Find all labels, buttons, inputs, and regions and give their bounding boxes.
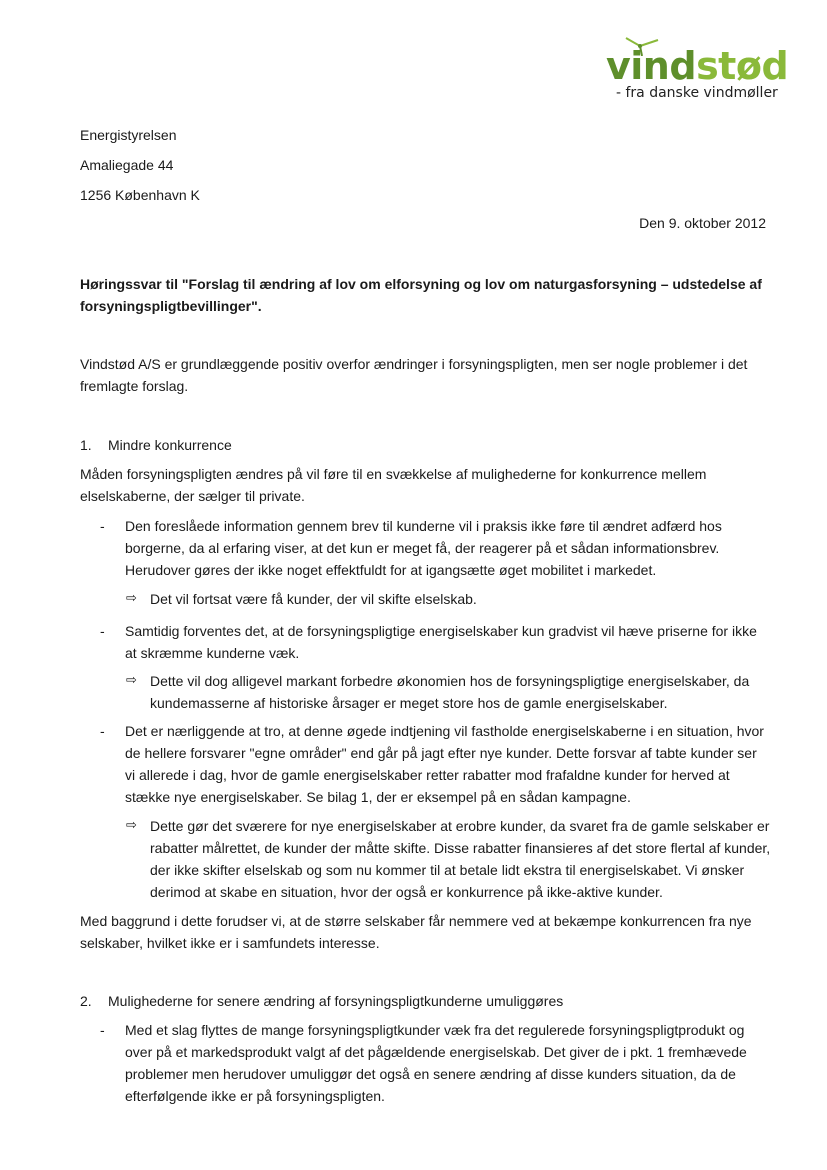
section-2-heading — [80, 990, 563, 1012]
section-1-arrow-1 — [126, 588, 771, 610]
arrow-right-icon: ⇨ — [126, 673, 137, 688]
section-1-lead: Måden forsyningspligten ændres på vil føre til en svækkelse af mulighederne for konkurrence mellem elselskaberne, der sælger til private. — [80, 466, 707, 504]
section-2-bullet-1 — [100, 1019, 770, 1107]
bullet-text: Den foreslåede information gennem brev til kunderne vil i praksis ikke føre til ændret adfærd hos borgerne, da al erfaring viser, at det kun er meget få, der reagerer på et sådan informationsbrev. Herudover gøres der ikke noget effektfuldt for at igangsætte øget mobilitet i markedet. — [125, 518, 722, 578]
section-1-heading — [80, 434, 232, 456]
section-1-title: Mindre konkurrence — [108, 437, 232, 453]
bullet-text: Samtidig forventes det, at de forsyningspligtige energiselskaber kun gradvist vil hæve priserne for ikke at skræmme kunderne væk. — [125, 623, 757, 661]
letter-date: Den 9. oktober 2012 — [639, 215, 766, 231]
bullet-dash: - — [100, 723, 105, 739]
section-2-number: 2. — [80, 993, 92, 1009]
intro-paragraph: Vindstød A/S er grundlæggende positiv overfor ændringer i forsyningspligten, men ser nogle problemer i det fremlagte forslag. — [80, 356, 748, 394]
section-1-bullet-2 — [100, 620, 770, 664]
vindstod-logo — [600, 36, 790, 106]
section-1-arrow-3 — [126, 815, 771, 903]
arrow-text: Dette vil dog alligevel markant forbedre økonomien hos de forsyningspligtige energiselskaber, da kundemasserne af historiske årsager er meget store hos de gamle energiselskaber. — [150, 673, 750, 711]
logo-tagline: - fra danske vindmøller — [616, 85, 778, 101]
recipient-city: 1256 København K — [80, 187, 200, 203]
arrow-right-icon: ⇨ — [126, 591, 137, 606]
bullet-dash: - — [100, 1022, 105, 1038]
bullet-text: Med et slag flyttes de mange forsyningspligtkunder væk fra det regulerede forsyningspligtprodukt og over på et markedsprodukt valgt af det pågældende energiselskab. Det giver de i pkt. 1 fremhævede problemer men herudover umuliggør det også en senere ændring af disse kunders situation, da de efterfølgende ikke er på forsyningspligten. — [125, 1022, 747, 1104]
arrow-text: Dette gør det sværere for nye energiselskaber at erobre kunder, da svaret fra de gamle selskaber er rabatter målrettet, de kunder der måtte skifte. Disse rabatter finansieres af det store flertal af kunder, der ikke skifter elselskab og som nu kommer til at betale lidt ekstra til energiselskabet. Vi ønsker derimod at skabe en situation, hvor der også er konkurrence på ikke-aktive kunder. — [150, 818, 771, 900]
logo-wordmark: vindstød — [606, 44, 789, 88]
letter-subject: Høringssvar til "Forslag til ændring af lov om elforsyning og lov om naturgasforsyning – udstedelse af forsyningspligtbevillinger". — [80, 276, 762, 314]
recipient-name: Energistyrelsen — [80, 127, 177, 143]
section-2-title: Mulighederne for senere ændring af forsyningspligtkunderne umuliggøres — [108, 993, 564, 1009]
arrow-text: Det vil fortsat være få kunder, der vil skifte elselskab. — [150, 591, 477, 607]
recipient-street: Amaliegade 44 — [80, 157, 174, 173]
arrow-right-icon: ⇨ — [126, 818, 137, 833]
bullet-dash: - — [100, 623, 105, 639]
section-1-closing: Med baggrund i dette forudser vi, at de større selskaber får nemmere ved at bekæmpe konkurrencen fra nye selskaber, hvilket ikke er i samfundets interesse. — [80, 913, 752, 951]
bullet-text: Det er nærliggende at tro, at denne øgede indtjening vil fastholde energiselskaberne i en situation, hvor de hellere forsvarer "egne områder" end går på jagt efter nye kunder. Dette forsvar af tabte kunder ser vi allerede i dag, hvor de gamle energiselskaber retter rabatter mod frafaldne kunder for herved at stække nye energiselskaber. Se bilag 1, der er eksempel på en sådan kampagne. — [125, 723, 764, 805]
section-1-number: 1. — [80, 437, 92, 453]
section-1-arrow-2 — [126, 670, 771, 714]
bullet-dash: - — [100, 518, 105, 534]
section-1-bullet-1 — [100, 515, 770, 581]
section-1-bullet-3 — [100, 720, 770, 808]
